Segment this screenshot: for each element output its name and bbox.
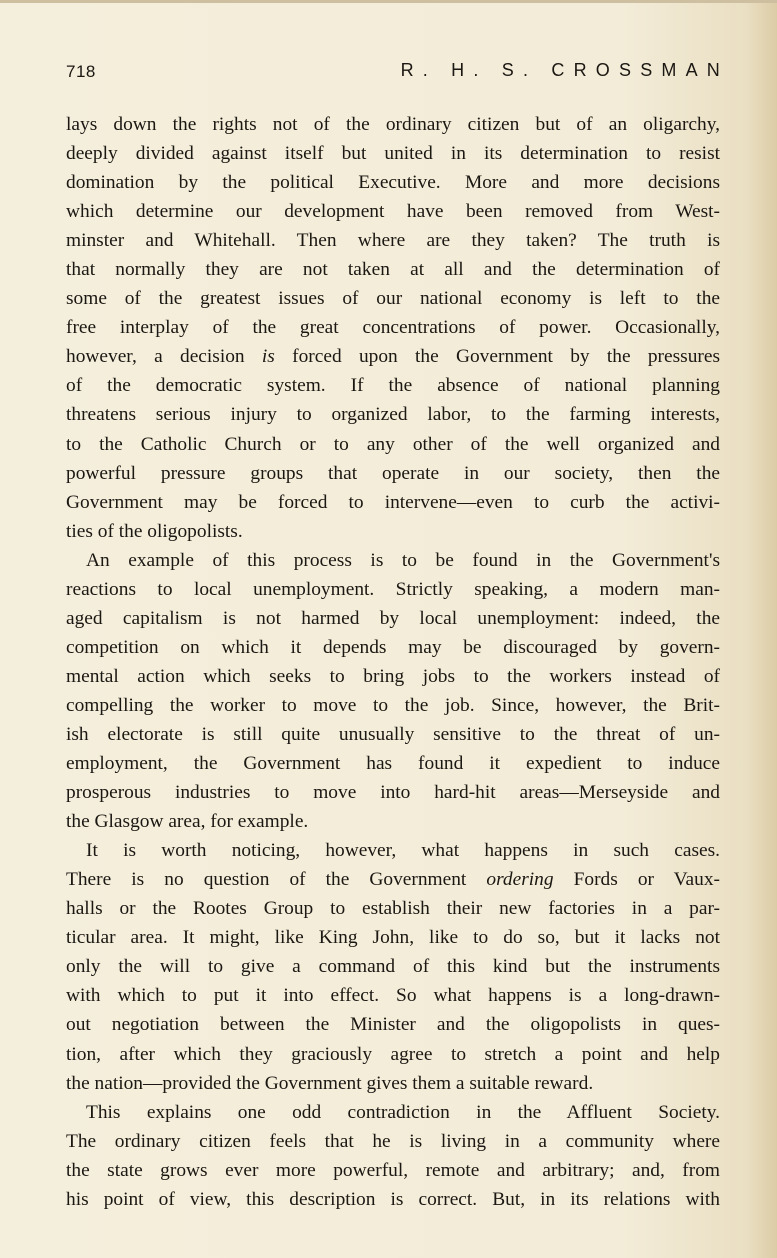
text-line: which determine our development have been removed from West- — [66, 201, 720, 223]
text-line: free interplay of the great concentrations of power. Occasionally, — [66, 317, 720, 339]
paragraph — [66, 546, 720, 836]
text-line: It is worth noticing, however, what happens in such cases. — [86, 840, 720, 862]
text-line: only the will to give a command of this kind but the instruments — [66, 956, 720, 978]
text-line: his point of view, this description is correct. But, in its relations with — [66, 1188, 720, 1210]
text-line: compelling the worker to move to the job. Since, however, the Brit- — [66, 694, 720, 716]
text-line: the Glasgow area, for example. — [66, 811, 309, 833]
text-line: to the Catholic Church or to any other of the well organized and — [66, 433, 720, 455]
text-line: deeply divided against itself but united in its determination to resist — [66, 143, 720, 165]
text-line: out negotiation between the Minister and the oligopolists in ques- — [66, 1014, 720, 1036]
paragraph — [66, 1098, 720, 1214]
text-line: There is no question of the Government ordering Fords or Vaux- — [66, 869, 720, 891]
text-line: minster and Whitehall. Then where are they taken? The truth is — [66, 230, 720, 252]
text-line: with which to put it into effect. So what happens is a long-drawn- — [66, 985, 720, 1007]
text-line: the state grows ever more powerful, remote and arbitrary; and, from — [66, 1159, 720, 1181]
text-line: ticular area. It might, like King John, like to do so, but it lacks not — [66, 927, 720, 949]
text-line: tion, after which they graciously agree to stretch a point and help — [66, 1043, 720, 1065]
text-line: lays down the rights not of the ordinary citizen but of an oligarchy, — [66, 114, 720, 135]
text-line: This explains one odd contradiction in the Affluent Society. — [86, 1101, 720, 1123]
text-line: competition on which it depends may be discouraged by govern- — [66, 636, 720, 658]
page-top-edge — [0, 0, 777, 3]
text-line: prosperous industries to move into hard-hit areas—Merseyside and — [66, 782, 720, 804]
page-number: 718 — [66, 62, 96, 81]
text-line: Government may be forced to intervene—even to curb the activi- — [66, 491, 720, 513]
page-header — [66, 60, 729, 88]
paragraph — [66, 836, 720, 1097]
text-line: of the democratic system. If the absence of national planning — [66, 375, 720, 397]
text-line: reactions to local unemployment. Strictly speaking, a modern man- — [66, 578, 720, 600]
text-line: threatens serious injury to organized labor, to the farming interests, — [66, 404, 720, 426]
running-head: R. H. S. CROSSMAN — [400, 60, 729, 80]
text-line: however, a decision is forced upon the Government by the pressures — [66, 346, 720, 368]
emphasis: is — [261, 346, 275, 368]
text-line: that normally they are not taken at all and the determination of — [66, 259, 720, 281]
text-line: ties of the oligopolists. — [66, 520, 243, 542]
text-line: some of the greatest issues of our national economy is left to the — [66, 288, 720, 310]
emphasis: ordering — [486, 869, 554, 891]
text-line: powerful pressure groups that operate in our society, then the — [66, 462, 720, 484]
text-line: halls or the Rootes Group to establish their new factories in a par- — [66, 898, 720, 920]
text-line: The ordinary citizen feels that he is living in a community where — [66, 1130, 720, 1152]
text-line: ish electorate is still quite unusually sensitive to the threat of un- — [66, 723, 720, 745]
text-line: the nation—provided the Government gives them a suitable reward. — [66, 1072, 594, 1094]
body-text — [66, 110, 720, 1214]
text-line: mental action which seeks to bring jobs to the workers instead of — [66, 665, 720, 687]
text-line: domination by the political Executive. More and more decisions — [66, 172, 720, 194]
text-line: aged capitalism is not harmed by local unemployment: indeed, the — [66, 607, 720, 629]
text-line: An example of this process is to be found in the Government's — [86, 549, 720, 571]
text-line: employment, the Government has found it expedient to induce — [66, 753, 720, 775]
paragraph — [66, 110, 720, 546]
